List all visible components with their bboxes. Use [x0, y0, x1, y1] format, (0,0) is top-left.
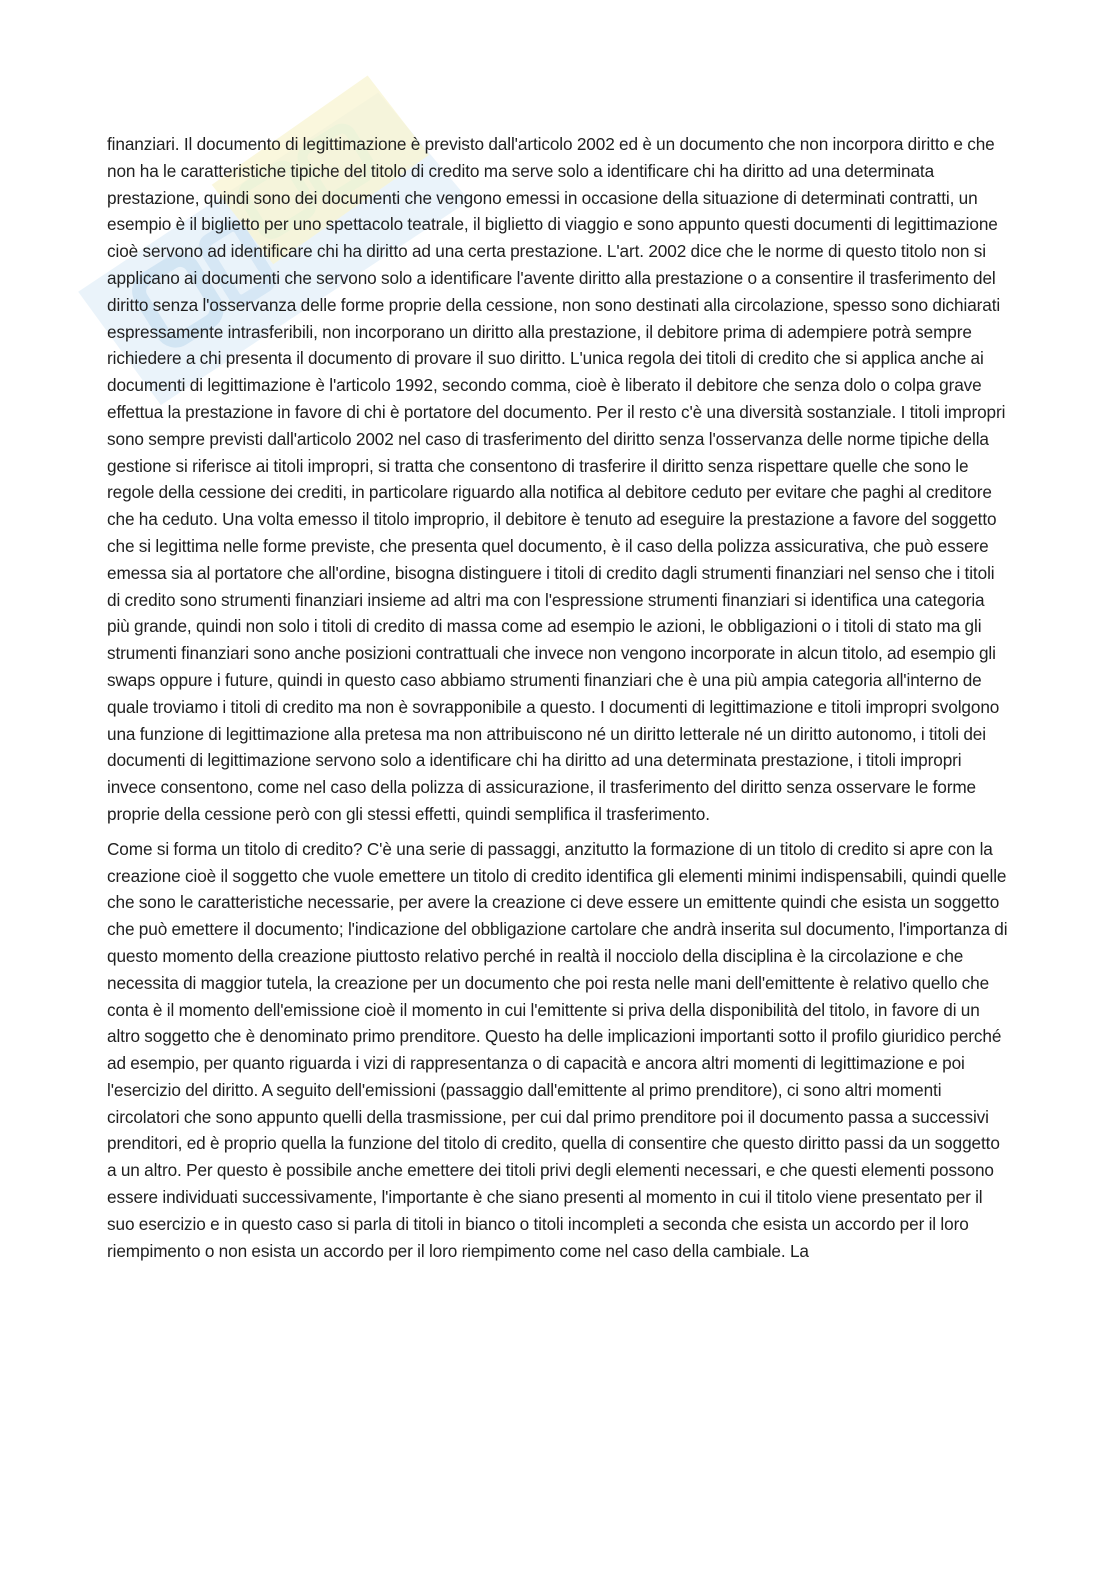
paragraph-2: Come si forma un titolo di credito? C'è una serie di passaggi, anzitutto la formazione di un titolo di credito si apre con la creazione cioè il soggetto che vuole emettere un titolo di credito identifica gli elementi minimi indispensabili, quindi quelle che sono le caratteristiche necessarie, per avere la creazione ci deve essere un emittente quindi che esista un soggetto che può emettere il documento; l'indicazione del obbligazione cartolare che andrà inserita sul documento, l'importanza di questo momento della creazione piuttosto relativo perché in realtà il nocciolo della disciplina è la circolazione e che necessita di maggior tutela, la creazione per un documento che poi resta nelle mani dell'emittente è relativo quello che conta è il momento dell'emissione cioè il momento in cui l'emittente si priva della disponibilità del titolo, in favore di un altro soggetto che è denominato primo prenditore. Questo ha delle implicazioni importanti sotto il profilo giuridico perché ad esempio, per quanto riguarda i vizi di rappresentanza o di capacità e ancora altri momenti di legittimazione e poi l'esercizio del diritto. A seguito dell'emissioni (passaggio dall'emittente al primo prenditore), ci sono altri momenti circolatori che sono appunto quelli della trasmissione, per cui dal primo prenditore poi il documento passa a successivi prenditori, ed è proprio quella la funzione del titolo di credito, quella di consentire che questo diritto passi da un soggetto a un altro. Per questo è possibile anche emettere dei titoli privi degli elementi necessari, e che questi elementi possono essere individuati successivamente, l'importante è che siano presenti al momento in cui il titolo viene presentato per il suo esercizio e in questo caso si parla di titoli in bianco o titoli incompleti a seconda che esista un accordo per il loro riempimento o non esista un accordo per il loro riempimento come nel caso della cambiale. La [107, 838, 1008, 1261]
paragraph-1: finanziari. Il documento di legittimazione è previsto dall'articolo 2002 ed è un documento che non incorpora diritto e che non ha le caratteristiche tipiche del titolo di credito ma serve solo a identificare chi ha diritto ad una determinata prestazione, quindi sono dei documenti che vengono emessi in occasione della situazione di determinati contratti, un esempio è il biglietto per uno spettacolo teatrale, il biglietto di viaggio e sono appunto questi documenti di legittimazione cioè servono ad identificare chi ha diritto ad una certa prestazione. L'art. 2002 dice che le norme di questo titolo non si applicano ai documenti che servono solo a identificare l'avente diritto alla prestazione o a consentire il trasferimento del diritto senza l'osservanza delle forme proprie della cessione, non sono destinati alla circolazione, spesso sono dichiarati espressamente intrasferibili, non incorporano un diritto alla prestazione, il debitore prima di adempiere potrà sempre richiedere a chi presenta il documento di provare il suo diritto. L'unica regola dei titoli di credito che si applica anche ai documenti di legittimazione è l'articolo 1992, secondo comma, cioè è liberato il debitore che senza dolo o colpa grave effettua la prestazione in favore di chi è portatore del documento. Per il resto c'è una diversità sostanziale. I titoli impropri sono sempre previsti dall'articolo 2002 nel caso di trasferimento del diritto senza l'osservanza delle norme tipiche della gestione si riferisce ai titoli impropri, si tratta che consentono di trasferire il diritto senza rispettare quelle che sono le regole della cessione dei crediti, in particolare riguardo alla notifica al debitore ceduto per evitare che paghi al creditore che ha ceduto. Una volta emesso il titolo improprio, il debitore è tenuto ad eseguire la prestazione a favore del soggetto che si legittima nelle forme previste, che presenta quel documento, è il caso della polizza assicurativa, che può essere emessa sia al portatore che all'ordine, bisogna distinguere i titoli di credito dagli strumenti finanziari nel senso che i titoli di credito sono strumenti finanziari insieme ad altri ma con l'espressione strumenti finanziari si identifica una categoria più grande, quindi non solo i titoli di credito di massa come ad esempio le azioni, le obbligazioni o i titoli di stato ma gli strumenti finanziari sono anche posizioni contrattuali che invece non vengono incorporate in alcun titolo, ad esempio gli swaps oppure i future, quindi in questo caso abbiamo strumenti finanziari che è una più ampia categoria all'interno de quale troviamo i titoli di credito ma non è sovrapponibile a questo. I documenti di legittimazione e titoli impropri svolgono una funzione di legittimazione alla pretesa ma non attribuiscono né un diritto letterale né un diritto autonomo, i titoli dei documenti di legittimazione servono solo a identificare chi ha diritto ad una determinata prestazione, i titoli impropri invece consentono, come nel caso della polizza di assicurazione, il trasferimento del diritto senza osservare le forme proprie della cessione però con gli stessi effetti, quindi semplifica il trasferimento. [107, 134, 1006, 824]
document-page [107, 131, 1009, 1264]
